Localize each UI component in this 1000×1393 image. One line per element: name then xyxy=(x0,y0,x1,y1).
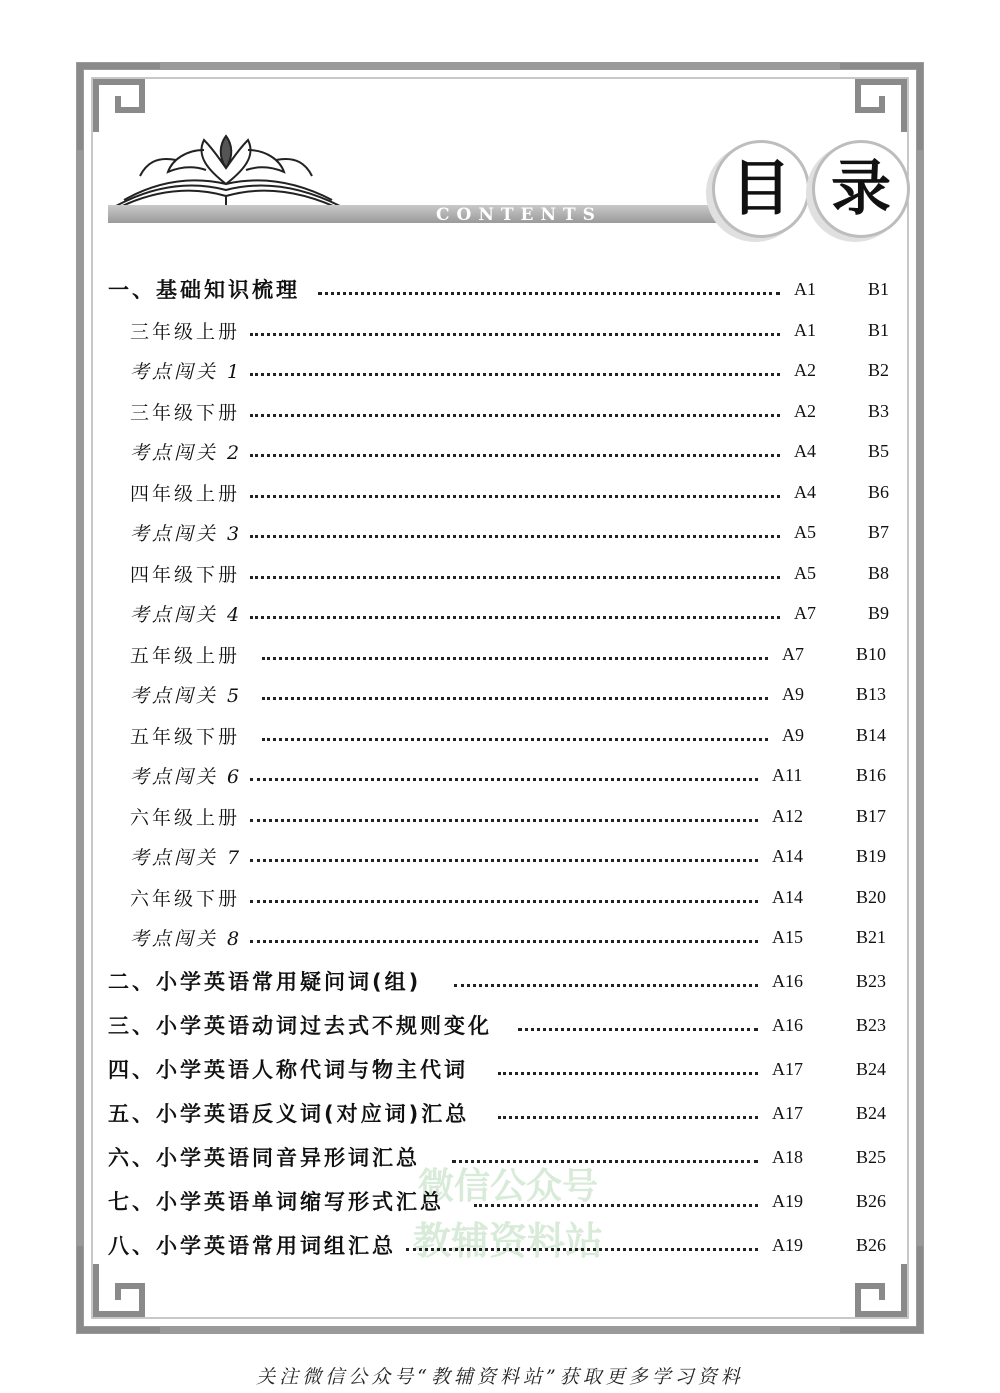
toc-leader-dots xyxy=(452,1160,758,1163)
toc-label: 五年级上册 xyxy=(130,644,241,667)
toc-label: 三、小学英语动词过去式不规则变化 xyxy=(108,1014,492,1038)
toc-row[interactable] xyxy=(130,882,900,912)
toc-page-b: B7 xyxy=(868,521,890,542)
toc-leader-dots xyxy=(474,1204,758,1207)
toc-page-b: B23 xyxy=(856,970,887,991)
toc-page-b: B20 xyxy=(856,886,887,907)
toc-leader-dots xyxy=(250,819,758,822)
toc-page-a: A17 xyxy=(772,1058,803,1079)
toc-row[interactable] xyxy=(130,315,900,345)
toc-page-a: A7 xyxy=(782,643,804,664)
toc-page-a: A12 xyxy=(772,805,803,826)
toc-leader-dots xyxy=(250,535,780,538)
toc-page-a: A2 xyxy=(794,400,816,421)
toc-leader-dots xyxy=(262,738,768,741)
toc-page-b: B24 xyxy=(856,1102,887,1123)
toc-leader-dots xyxy=(498,1116,758,1119)
toc-row[interactable] xyxy=(108,274,900,304)
toc-label: 四年级上册 xyxy=(130,482,241,505)
toc-page-a: A4 xyxy=(794,481,816,502)
toc-label: 六、小学英语同音异形词汇总 xyxy=(108,1146,420,1170)
toc-label: 考点闯关 7 xyxy=(130,846,243,869)
toc-row[interactable] xyxy=(108,1010,900,1040)
toc-page-b: B14 xyxy=(856,724,887,745)
toc-row[interactable] xyxy=(130,436,900,466)
toc-page-b: B13 xyxy=(856,683,887,704)
toc-page-b: B5 xyxy=(868,440,890,461)
toc-label: 二、小学英语常用疑问词(组) xyxy=(108,970,422,994)
toc-row[interactable] xyxy=(108,1054,900,1084)
toc-page-a: A16 xyxy=(772,1014,803,1035)
toc-label: 六年级下册 xyxy=(130,887,241,910)
toc-page-a: A5 xyxy=(794,521,816,542)
toc-leader-dots xyxy=(250,576,780,579)
toc-page-a: A5 xyxy=(794,562,816,583)
toc-page-b: B23 xyxy=(856,1014,887,1035)
toc-leader-dots xyxy=(262,657,768,660)
toc-row[interactable] xyxy=(130,355,900,385)
toc-row[interactable] xyxy=(108,1230,900,1260)
toc-page-b: B10 xyxy=(856,643,887,664)
toc-leader-dots xyxy=(250,900,758,903)
toc-label: 三年级下册 xyxy=(130,401,241,424)
toc-row[interactable] xyxy=(130,720,900,750)
toc-page-b: B6 xyxy=(868,481,890,502)
toc-label: 八、小学英语常用词组汇总 xyxy=(108,1234,396,1258)
toc-page-a: A19 xyxy=(772,1234,803,1255)
toc-page-a: A1 xyxy=(794,319,816,340)
toc-page-b: B26 xyxy=(856,1234,887,1255)
toc-leader-dots xyxy=(262,697,768,700)
toc-page-b: B8 xyxy=(868,562,890,583)
toc-page-b: B24 xyxy=(856,1058,887,1079)
toc-label: 四、小学英语人称代词与物主代词 xyxy=(108,1058,468,1082)
toc-page-a: A17 xyxy=(772,1102,803,1123)
toc-leader-dots xyxy=(250,333,780,336)
toc-row[interactable] xyxy=(130,396,900,426)
toc-row[interactable] xyxy=(130,841,900,871)
toc-label: 考点闯关 1 xyxy=(130,360,243,383)
toc-page-a: A16 xyxy=(772,970,803,991)
contents-label: CONTENTS xyxy=(436,205,602,225)
toc-page-b: B1 xyxy=(868,278,890,299)
toc-page-a: A4 xyxy=(794,440,816,461)
toc-leader-dots xyxy=(518,1028,758,1031)
watermark-line-1: 微信公众号 xyxy=(417,1166,598,1207)
toc-label: 考点闯关 3 xyxy=(130,522,243,545)
toc-label: 考点闯关 4 xyxy=(130,603,243,626)
toc-row[interactable] xyxy=(108,966,900,996)
toc-page-b: B19 xyxy=(856,845,887,866)
toc-label: 考点闯关 8 xyxy=(130,927,243,950)
toc-row[interactable] xyxy=(108,1142,900,1172)
toc-page-b: B21 xyxy=(856,926,887,947)
toc-label: 七、小学英语单词缩写形式汇总 xyxy=(108,1190,444,1214)
toc-label: 六年级上册 xyxy=(130,806,241,829)
toc-leader-dots xyxy=(250,616,780,619)
toc-row[interactable] xyxy=(108,1098,900,1128)
toc-label: 考点闯关 2 xyxy=(130,441,243,464)
toc-leader-dots xyxy=(250,778,758,781)
toc-page-a: A18 xyxy=(772,1146,803,1167)
toc-label: 三年级上册 xyxy=(130,320,241,343)
contents-banner xyxy=(108,205,728,223)
toc-page-b: B26 xyxy=(856,1190,887,1211)
toc-page-b: B9 xyxy=(868,602,890,623)
toc-leader-dots xyxy=(250,859,758,862)
toc-row[interactable] xyxy=(108,1186,900,1216)
watermark-line-2: 教辅资料站 xyxy=(412,1219,603,1263)
toc-page-b: B1 xyxy=(868,319,890,340)
toc-row[interactable] xyxy=(130,760,900,790)
toc-leader-dots xyxy=(250,495,780,498)
toc-page-a: A9 xyxy=(782,683,804,704)
toc-page-a: A2 xyxy=(794,359,816,380)
toc-label: 四年级下册 xyxy=(130,563,241,586)
toc-page-a: A14 xyxy=(772,886,803,907)
toc-leader-dots xyxy=(250,940,758,943)
toc-page-b: B3 xyxy=(868,400,890,421)
toc-page-b: B2 xyxy=(868,359,890,380)
toc-page-a: A14 xyxy=(772,845,803,866)
toc-label: 五年级下册 xyxy=(130,725,241,748)
toc-label: 一、基础知识梳理 xyxy=(108,278,300,302)
toc-row[interactable] xyxy=(130,477,900,507)
toc-row[interactable] xyxy=(130,679,900,709)
toc-row[interactable] xyxy=(130,801,900,831)
toc-leader-dots xyxy=(250,414,780,417)
toc-page-a: A1 xyxy=(794,278,816,299)
toc-page-a: A15 xyxy=(772,926,803,947)
toc-page-b: B16 xyxy=(856,764,887,785)
toc-row[interactable] xyxy=(130,558,900,588)
toc-leader-dots xyxy=(318,292,780,295)
footer-note: 关注微信公众号“教辅资料站”获取更多学习资料 xyxy=(256,1366,744,1388)
title-char-1: 目 xyxy=(712,140,810,238)
toc-page-a: A7 xyxy=(794,602,816,623)
toc-label: 五、小学英语反义词(对应词)汇总 xyxy=(108,1102,470,1126)
toc-leader-dots xyxy=(498,1072,758,1075)
toc-leader-dots xyxy=(454,984,758,987)
toc-leader-dots xyxy=(250,454,780,457)
toc-label: 考点闯关 6 xyxy=(130,765,243,788)
toc-page-a: A11 xyxy=(772,764,803,785)
toc-page-a: A9 xyxy=(782,724,804,745)
toc-page-a: A19 xyxy=(772,1190,803,1211)
toc-row[interactable] xyxy=(130,598,900,628)
toc-page-b: B25 xyxy=(856,1146,887,1167)
toc-row[interactable] xyxy=(130,639,900,669)
toc-page-b: B17 xyxy=(856,805,887,826)
toc-row[interactable] xyxy=(130,517,900,547)
toc-leader-dots xyxy=(250,373,780,376)
title-char-2: 录 xyxy=(812,140,910,238)
toc-label: 考点闯关 5 xyxy=(130,684,243,707)
toc-row[interactable] xyxy=(130,922,900,952)
toc-leader-dots xyxy=(406,1248,758,1251)
